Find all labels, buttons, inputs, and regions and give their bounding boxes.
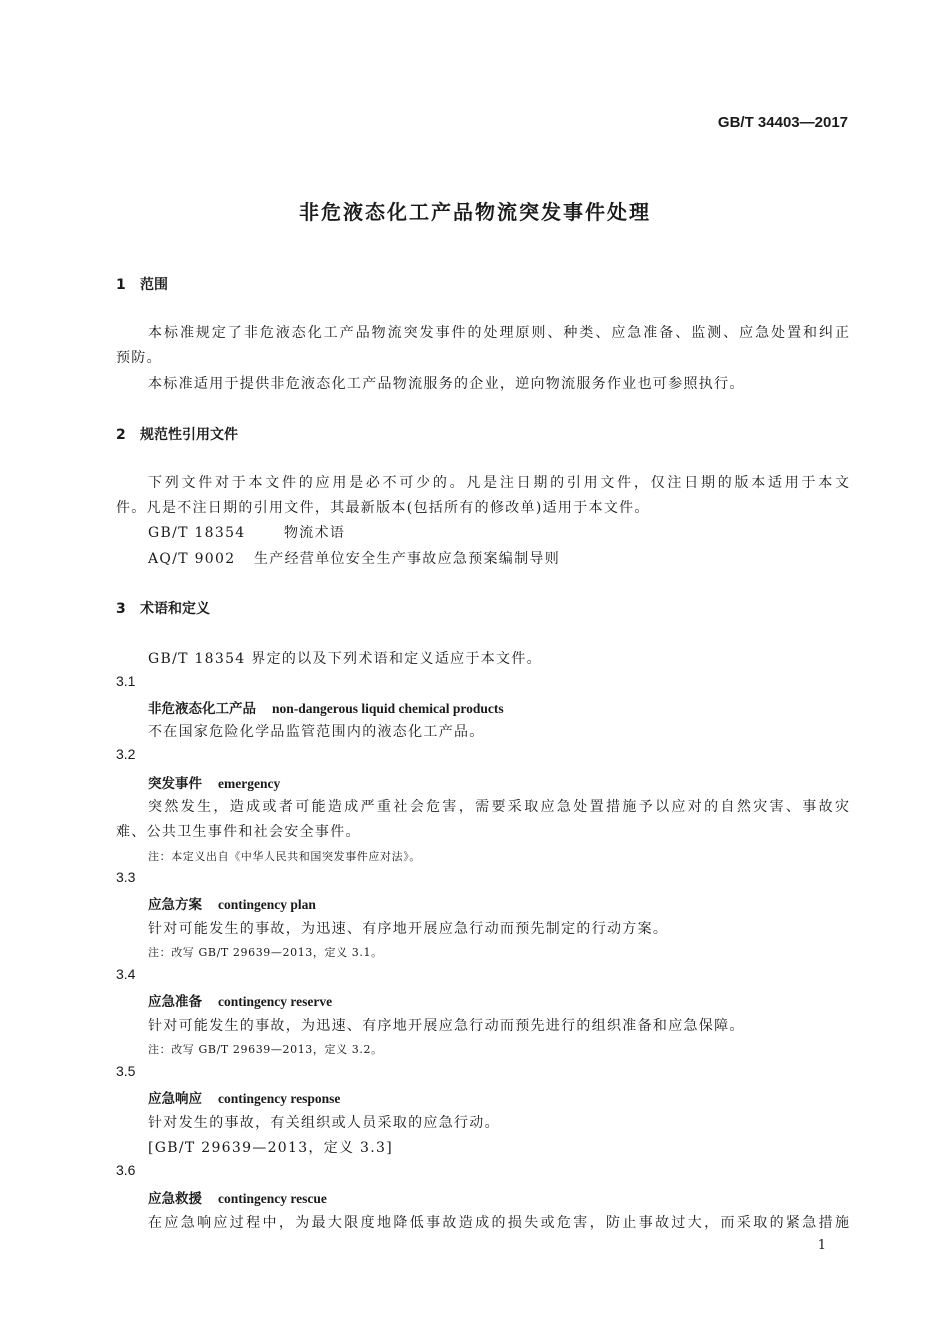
- paragraph: GB/T 18354 界定的以及下列术语和定义适应于本文件。: [148, 651, 542, 667]
- reference-name: 物流术语: [284, 525, 346, 541]
- term-heading: [148, 1087, 340, 1107]
- paragraph-line: 预防。: [116, 350, 162, 366]
- term-zh: 应急救援: [148, 1191, 202, 1207]
- section-number: 3: [116, 601, 126, 617]
- term-heading: [148, 990, 332, 1010]
- term-heading: [148, 893, 316, 913]
- clause-number: 3.2: [116, 746, 136, 762]
- term-definition-line: 难、公共卫生事件和社会安全事件。: [116, 824, 361, 840]
- reference-code: AQ/T 9002: [148, 551, 236, 567]
- normative-reference: [148, 522, 345, 542]
- document-title: 非危液态化工产品物流突发事件处理: [299, 200, 651, 224]
- term-en: contingency response: [218, 1091, 341, 1106]
- normative-reference: [148, 548, 560, 568]
- section-3-heading: [116, 598, 210, 618]
- section-number: 2: [116, 427, 126, 443]
- section-title: 规范性引用文件: [140, 427, 238, 443]
- term-heading: [148, 1187, 327, 1207]
- clause-number: 3.6: [116, 1162, 136, 1178]
- term-zh: 应急响应: [148, 1091, 202, 1107]
- term-definition-line: 突然发生，造成或者可能造成严重社会危害，需要采取应急处置措施予以应对的自然灾害、事故灾: [148, 799, 849, 815]
- term-en: non-dangerous liquid chemical products: [272, 701, 504, 716]
- term-definition: 针对发生的事故，有关组织或人员采取的应急行动。: [148, 1115, 500, 1131]
- paragraph-line: 下列文件对于本文件的应用是必不可少的。凡是注日期的引用文件，仅注日期的版本适用于本文: [148, 475, 849, 491]
- section-title: 术语和定义: [140, 601, 210, 617]
- section-2-heading: [116, 424, 238, 444]
- term-heading: [148, 697, 504, 717]
- term-note: 注：改写 GB/T 29639—2013，定义 3.2。: [148, 1043, 383, 1056]
- term-zh: 突发事件: [148, 776, 202, 792]
- standard-number: GB/T 34403—2017: [717, 114, 848, 131]
- paragraph-line: 本标准规定了非危液态化工产品物流突发事件的处理原则、种类、应急准备、监测、应急处置和纠正: [148, 325, 849, 341]
- page-number: 1: [817, 1238, 826, 1253]
- section-number: 1: [116, 277, 126, 293]
- term-source: [GB/T 29639—2013，定义 3.3]: [148, 1140, 393, 1156]
- term-note: 注：本定义出自《中华人民共和国突发事件应对法》。: [148, 850, 421, 863]
- paragraph-line: 件。凡是不注日期的引用文件，其最新版本(包括所有的修改单)适用于本文件。: [116, 500, 650, 516]
- term-definition: 不在国家危险化学品监管范围内的液态化工产品。: [148, 724, 485, 740]
- term-heading: [148, 772, 280, 792]
- term-en: emergency: [218, 776, 281, 791]
- reference-code: GB/T 18354: [148, 525, 246, 541]
- section-1-heading: [116, 274, 168, 294]
- clause-number: 3.4: [116, 966, 136, 982]
- term-definition: 在应急响应过程中，为最大限度地降低事故造成的损失或危害，防止事故过大，而采取的紧急措施: [148, 1215, 849, 1231]
- clause-number: 3.1: [116, 673, 136, 689]
- term-en: contingency rescue: [218, 1191, 327, 1206]
- clause-number: 3.3: [116, 869, 136, 885]
- term-en: contingency reserve: [218, 994, 333, 1009]
- term-definition: 针对可能发生的事故，为迅速、有序地开展应急行动而预先制定的行动方案。: [148, 921, 669, 937]
- term-note: 注：改写 GB/T 29639—2013，定义 3.1。: [148, 946, 383, 959]
- term-en: contingency plan: [218, 897, 316, 912]
- term-zh: 应急方案: [148, 897, 202, 913]
- term-definition: 针对可能发生的事故，为迅速、有序地开展应急行动而预先进行的组织准备和应急保障。: [148, 1018, 745, 1034]
- reference-name: 生产经营单位安全生产事故应急预案编制导则: [254, 551, 560, 567]
- section-title: 范围: [140, 277, 168, 293]
- clause-number: 3.5: [116, 1063, 136, 1079]
- term-zh: 非危液态化工产品: [148, 701, 256, 717]
- paragraph: 本标准适用于提供非危液态化工产品物流服务的企业，逆向物流服务作业也可参照执行。: [148, 376, 745, 392]
- term-zh: 应急准备: [148, 994, 202, 1010]
